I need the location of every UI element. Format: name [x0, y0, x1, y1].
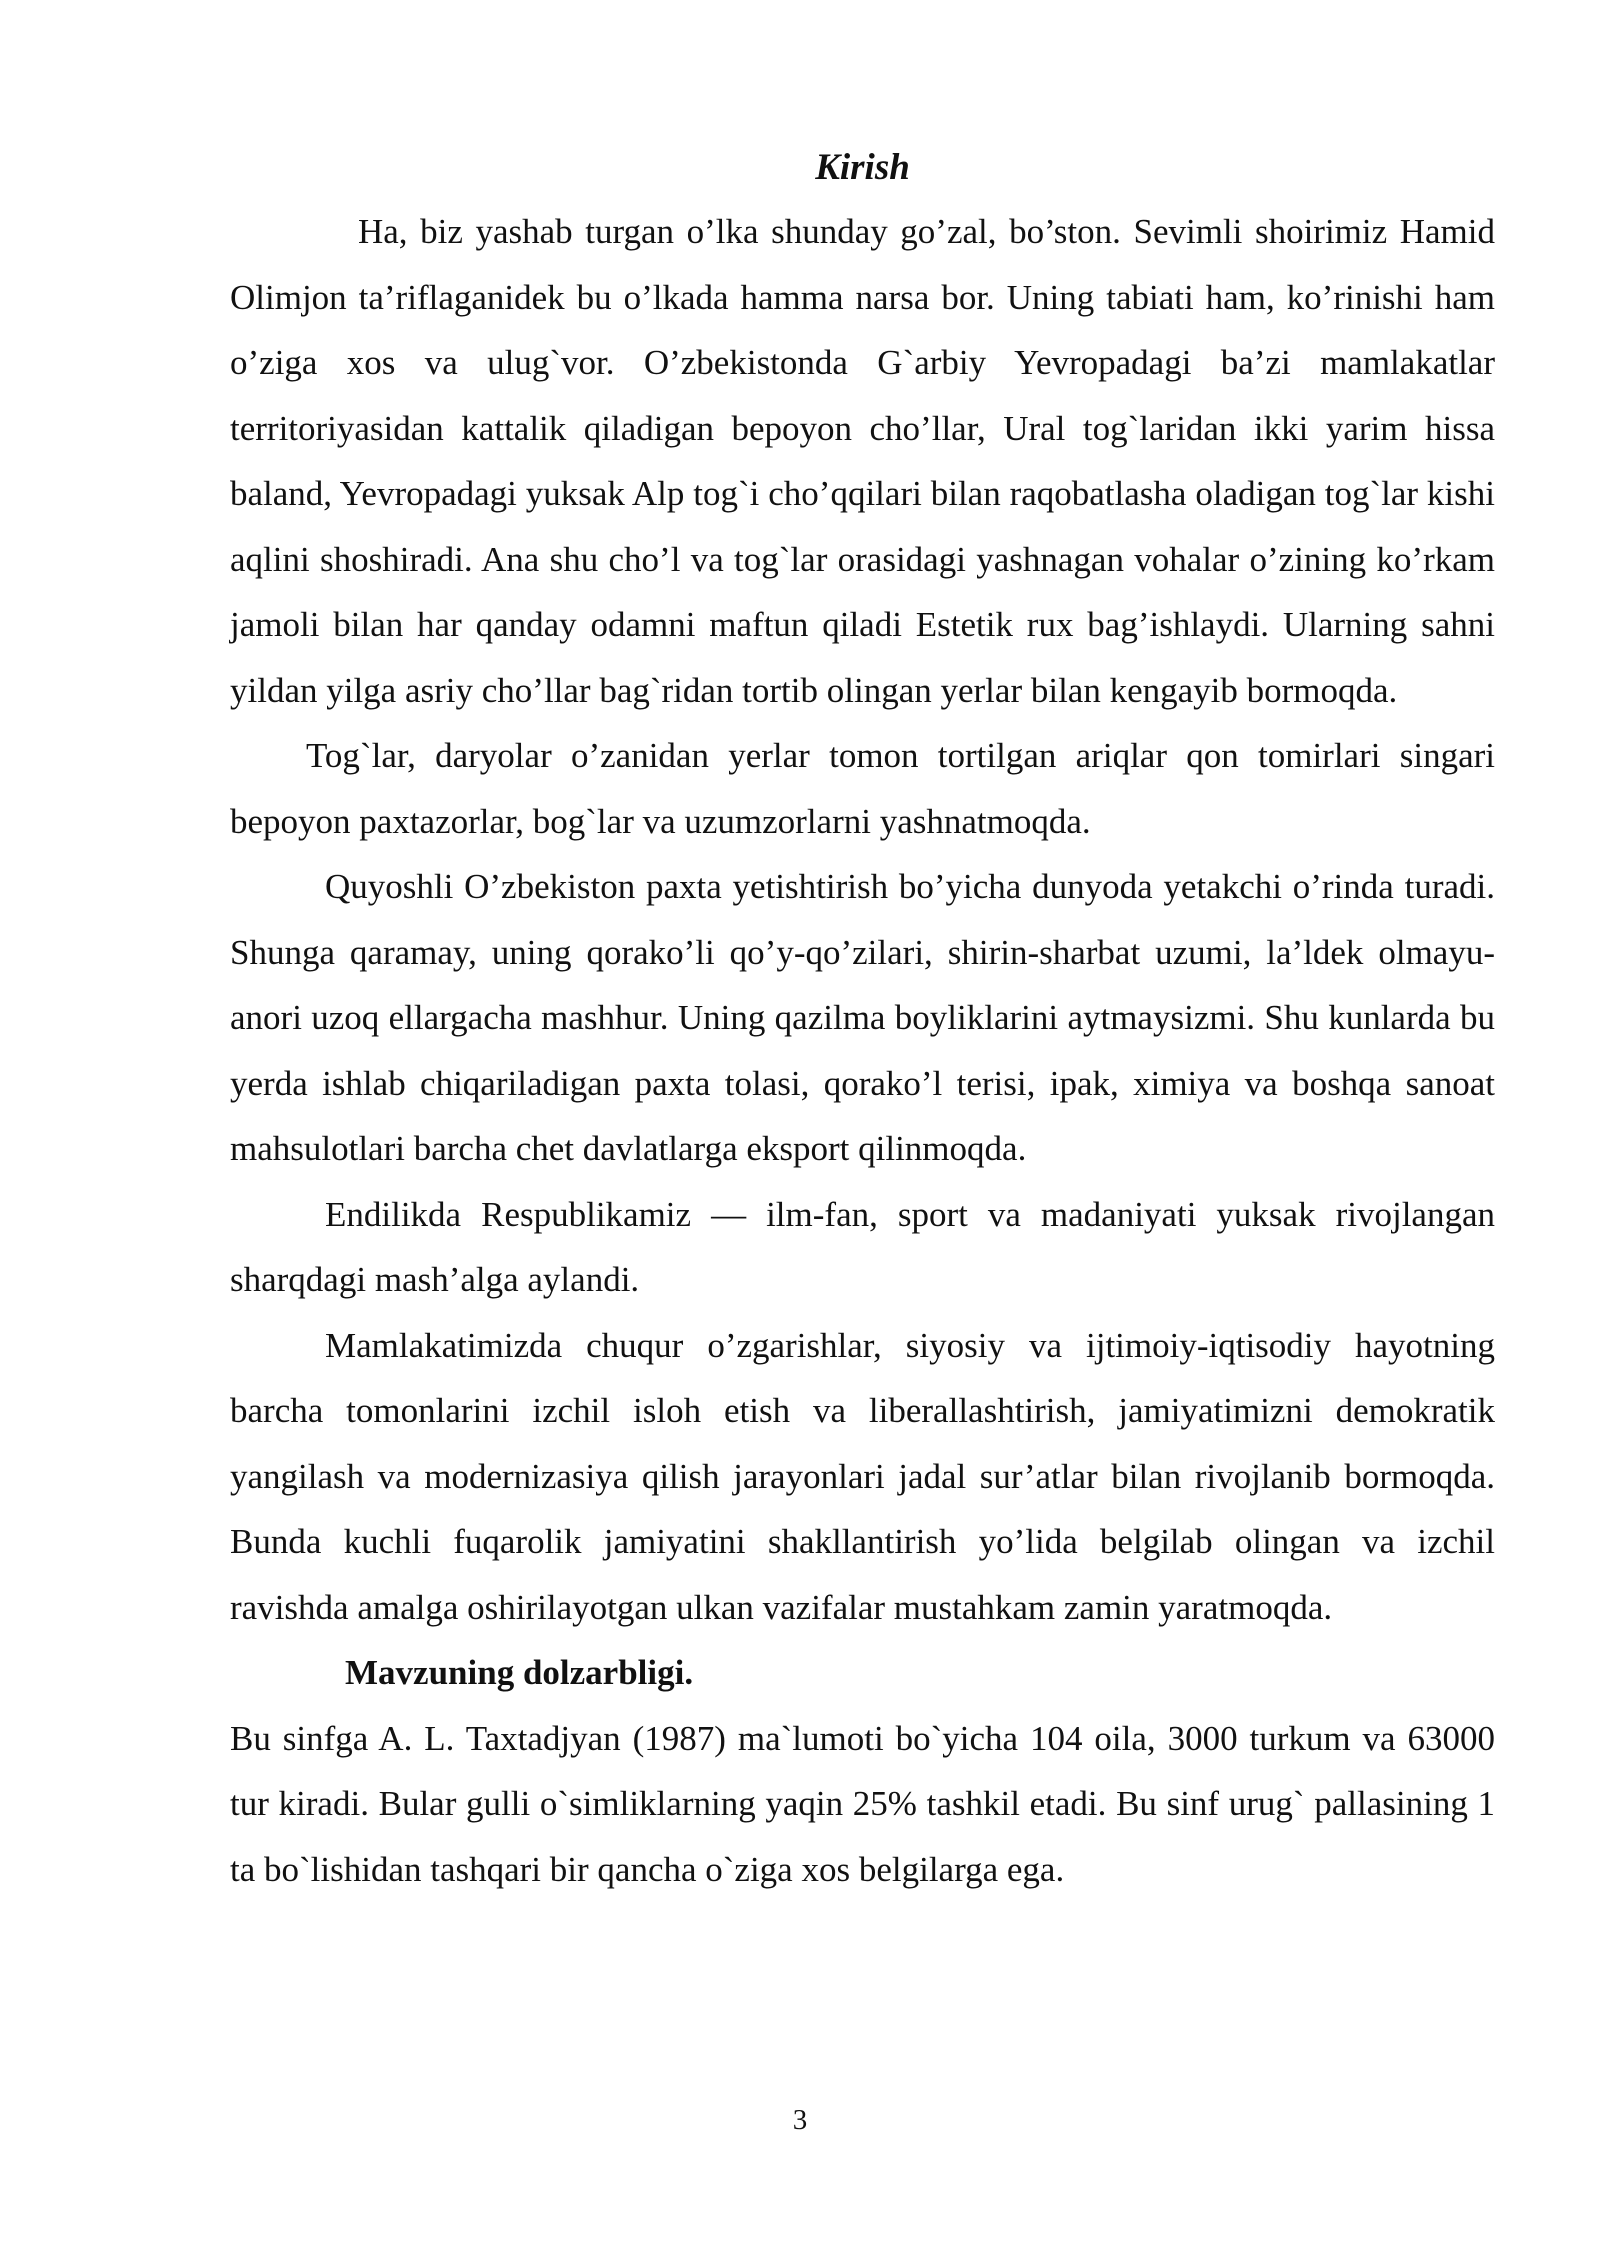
section-title: Kirish	[815, 147, 910, 188]
subheading-relevance: Mavzuning dolzarbligi.	[345, 1653, 694, 1692]
paragraph-cotton: Quyoshli O’zbekiston paxta yetishtirish bo’yicha dunyoda yetakchi o’rinda turadi. Shunga qaramay, uning qorako’li qo’y-qo’zilari, shirin-sharbat uzumi, la’ldek olmayu-anori uzoq ellargacha mashhur. Uning qazilma boyliklarini aytmaysizmi. Shu kunlarda bu yerda ishlab chiqariladigan paxta tolasi, qorako’l terisi, ipak, ximiya va boshqa sanoat mahsulotlari barcha chet davlatlarga eksport qilinmoqda.	[230, 867, 1495, 1168]
document-page	[230, 140, 1495, 1902]
paragraph-rivers: Tog`lar, daryolar o’zanidan yerlar tomon tortilgan ariqlar qon tomirlari singari bepoyon paxtazorlar, bog`lar va uzumzorlarni yashnatmoqda.	[230, 736, 1495, 841]
page-number: 3	[792, 2104, 808, 2136]
paragraph-final: Bu sinfga A. L. Taxtadjyan (1987) ma`lumoti bo`yicha 104 oila, 3000 turkum va 63000 tur kiradi. Bular gulli o`simliklarning yaqin 25% tashkil etadi. Bu sinf urug` pallasining 1 ta bo`lishidan tashqari bir qancha o`ziga xos belgilarga ega.	[230, 1718, 1495, 1889]
paragraph-republic: Endilikda Respublikamiz — ilm-fan, sport va madaniyati yuksak rivojlangan sharqdagi mash’alga aylandi.	[230, 1194, 1495, 1299]
paragraph-intro: Ha, biz yashab turgan o’lka shunday go’zal, bo’ston. Sevimli shoirimiz Hamid Olimjon ta’riflaganidek bu o’lkada hamma narsa bor. Uning tabiati ham, ko’rinishi ham o’ziga xos va ulug`vor. O’zbekistonda G`arbiy Yevropadagi ba’zi mamlakatlar territoriyasidan kattalik qiladigan bepoyon cho’llar, Ural tog`laridan ikki yarim hissa baland, Yevropadagi yuksak Alp tog`i cho’qqilari bilan raqobatlasha oladigan tog`lar kishi aqlini shoshiradi. Ana shu cho’l va tog`lar orasidagi yashnagan vohalar o’zining ko’rkam jamoli bilan har qanday odamni maftun qiladi Estetik rux bag’ishlaydi. Ularning sahni yildan yilga asriy cho’llar bag`ridan tortib olingan yerlar bilan kengayib bormoqda.	[230, 212, 1495, 710]
paragraph-reforms: Mamlakatimizda chuqur o’zgarishlar, siyosiy va ijtimoiy-iqtisodiy hayotning barcha tomonlarini izchil isloh etish va liberallashtirish, jamiyatimizni demokratik yangilash va modernizasiya qilish jarayonlari jadal sur’atlar bilan rivojlanib bormoqda. Bunda kuchli fuqarolik jamiyatini shakllantirish yo’lida belgilab olingan va izchil ravishda amalga oshirilayotgan ulkan vazifalar mustahkam zamin yaratmoqda.	[230, 1325, 1495, 1627]
